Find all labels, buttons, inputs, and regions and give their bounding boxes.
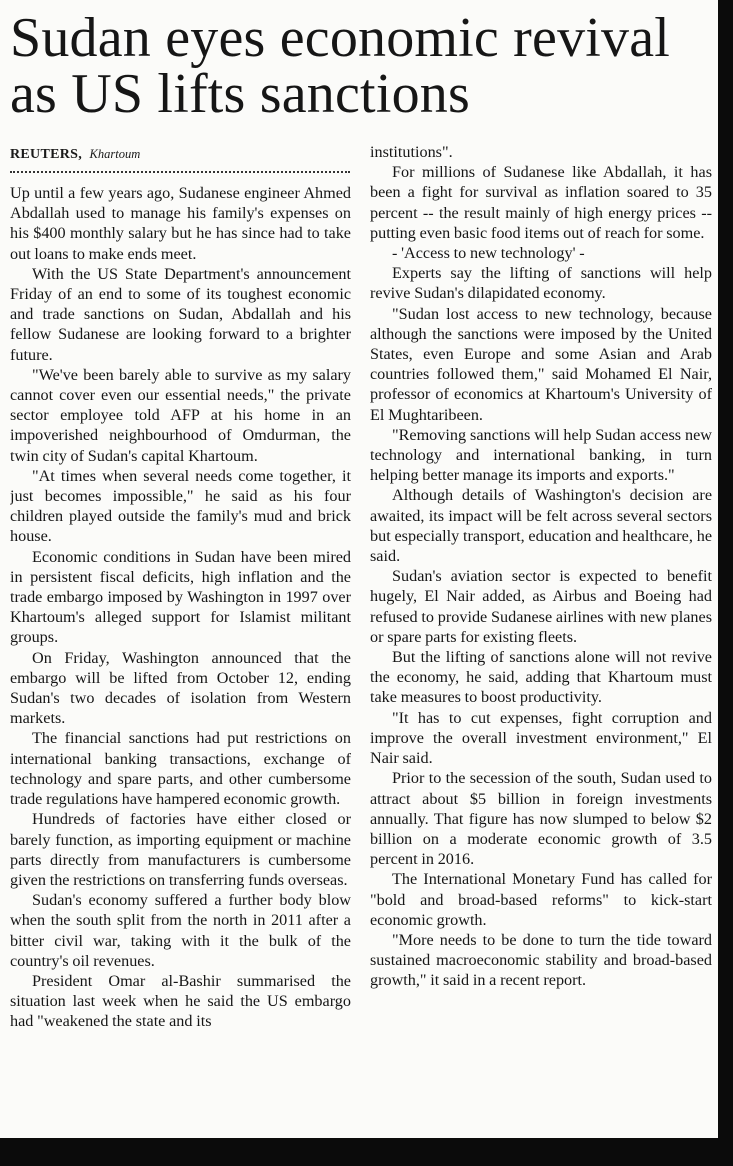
paragraph: Although details of Washington's decision are awaited, its impact will be felt across several sectors but especially transport, education and healthcare, he said. bbox=[370, 486, 712, 566]
paragraph: But the lifting of sanctions alone will not revive the economy, he said, adding that Khartoum must take measures to boost productivity. bbox=[370, 648, 712, 707]
paragraph: With the US State Department's announcement Friday of an end to some of its toughest economic and trade sanctions on Sudan, Abdallah and his fellow Sudanese are looking forward to a brighter future. bbox=[10, 264, 351, 364]
paragraph: Hundreds of factories have either closed or barely function, as importing equipment or machine parts directly from manufacturers is cumbersome given the restrictions on transferring funds overseas. bbox=[10, 810, 351, 889]
paragraph: Sudan's economy suffered a further body blow when the south split from the north in 2011 after a bitter civil war, taking with it the bulk of the country's oil revenues. bbox=[10, 891, 351, 970]
headline: Sudan eyes economic revival as US lifts sanctions bbox=[10, 7, 671, 125]
paragraph: On Friday, Washington announced that the embargo will be lifted from October 12, ending Sudan's two decades of isolation from Western markets. bbox=[10, 648, 351, 728]
paragraph: The financial sanctions had put restrictions on international banking transactions, exchange of technology and spare parts, and other cumbersome trade regulations have hampered economic growth. bbox=[10, 729, 351, 809]
paragraph: Economic conditions in Sudan have been mired in persistent fiscal deficits, high inflation and the trade embargo imposed by Washington in 1997 over Khartoum's alleged support for Islamist militant groups. bbox=[10, 547, 351, 647]
paragraph: Experts say the lifting of sanctions will help revive Sudan's dilapidated economy. bbox=[370, 264, 712, 303]
article-column-1 bbox=[10, 183, 351, 1138]
paragraph: "At times when several needs come together, it just becomes impossible," he said as his four children played outside the family's mud and brick house. bbox=[10, 466, 351, 546]
paragraph: "It has to cut expenses, fight corruption and improve the overall investment environment," El Nair said. bbox=[370, 708, 712, 768]
paragraph-continuation: institutions". bbox=[370, 143, 453, 161]
paragraph: "Removing sanctions will help Sudan access new technology and international banking, in turn helping better manage its imports and exports." bbox=[370, 425, 712, 485]
paragraph: "Sudan lost access to new technology, because although the sanctions were imposed by the United States, even Europe and some Asian and Arab countries followed them," said Mohamed El Nair, professor of economics at Khartoum's University of El Mughtaribeen. bbox=[370, 304, 712, 424]
paragraph: Prior to the secession of the south, Sudan used to attract about $5 billion in foreign investments annually. That figure has now slumped to below $2 billion on a moderate economic growth of 3.5 percent in 2016. bbox=[370, 769, 712, 869]
byline-agency: REUTERS, bbox=[10, 147, 83, 162]
paragraph: For millions of Sudanese like Abdallah, it has been a fight for survival as inflation soared to 35 percent -- the result mainly of high energy prices -- putting even basic food items out of reach for some. bbox=[370, 163, 712, 242]
paragraph: Up until a few years ago, Sudanese engineer Ahmed Abdallah used to manage his family's expenses on his $400 monthly salary but he has since had to take out loans to make ends meet. bbox=[10, 184, 351, 263]
paragraph: "We've been barely able to survive as my salary cannot cover even our essential needs," the private sector employee told AFP at his home in an impoverished neighbourhood of Omdurman, the twin city of Sudan's capital Khartoum. bbox=[10, 365, 351, 465]
byline-location: Khartoum bbox=[89, 147, 141, 161]
byline-divider bbox=[10, 171, 350, 173]
paragraph: President Omar al-Bashir summarised the situation last week when he said the US embargo had "weakened the state and its bbox=[10, 971, 351, 1031]
article-column-2 bbox=[370, 142, 712, 1138]
paragraph: Sudan's aviation sector is expected to benefit hugely, El Nair added, as Airbus and Boeing had refused to provide Sudanese airlines with new planes or spare parts for existing fleets. bbox=[370, 567, 712, 646]
subheading: - 'Access to new technology' - bbox=[392, 244, 585, 263]
paragraph: The International Monetary Fund has called for "bold and broad-based reforms" to kick-start economic growth. bbox=[370, 870, 712, 929]
paragraph: "More needs to be done to turn the tide toward sustained macroeconomic stability and broad-based growth," it said in a recent report. bbox=[370, 930, 712, 990]
byline bbox=[10, 146, 352, 163]
